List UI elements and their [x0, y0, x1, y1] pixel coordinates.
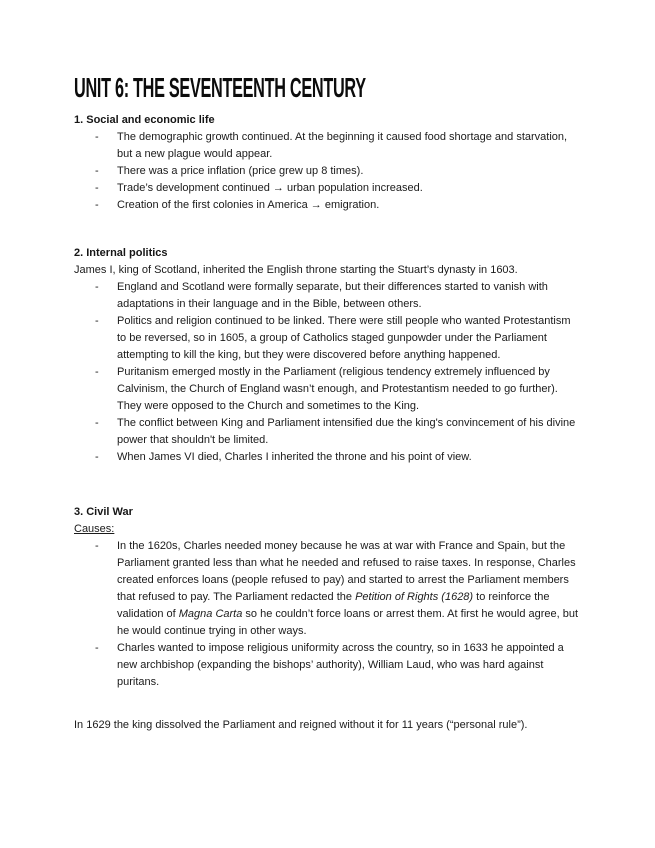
bullet-item [74, 180, 580, 197]
bullet-text: Politics and religion continued to be linked. There were still people who wanted Protestantism to be reversed, so in 1605, a group of Catholics staged gunpowder under the Parliament attempting to kill the king, but they were discovered before anything happened. [117, 315, 571, 361]
bullet-text: England and Scotland were formally separate, but their differences started to vanish with adaptations in their language and in the Bible, between others. [117, 281, 548, 310]
bullet-text: When James VI died, Charles I inherited the throne and his point of view. [117, 451, 472, 463]
bullet-item [74, 449, 580, 466]
bullet-marker: - [95, 642, 99, 654]
section-3-bullet-list [74, 538, 580, 691]
bullet-item [74, 279, 580, 313]
bullet-item [74, 163, 580, 180]
bullet-text: Trade’s development continued → urban population increased. [117, 182, 423, 194]
bullet-item [74, 129, 580, 163]
section-1-heading: 1. Social and economic life [74, 114, 215, 126]
bullet-item [74, 197, 580, 214]
bullet-marker: - [95, 165, 99, 177]
bullet-text: Puritanism emerged mostly in the Parliament (religious tendency extremely influenced by Calvinism, the Church of England wasn’t enough, and Protestantism needed to go further). They were opposed to the Church and sometimes to the King. [117, 366, 558, 412]
text-segment: to reinforce the validation of [117, 591, 550, 620]
section-1-bullet-list [74, 129, 580, 214]
causes-subheading: Causes: [74, 523, 115, 535]
section-2-heading: 2. Internal politics [74, 247, 168, 259]
bullet-item [74, 313, 580, 364]
section-civil-war [74, 504, 580, 734]
section-3-heading: 3. Civil War [74, 506, 133, 518]
bullet-marker: - [95, 451, 99, 463]
section-social-economic-life [74, 112, 580, 214]
bullet-marker: - [95, 417, 99, 429]
italic-text-segment: Petition of Rights (1628) [355, 591, 474, 603]
bullet-marker: - [95, 199, 99, 211]
bullet-marker: - [95, 131, 99, 143]
italic-text-segment: Magna Carta [178, 608, 243, 620]
page-title: UNIT 6: THE SEVENTEENTH CENTURY [74, 72, 366, 103]
bullet-text: The demographic growth continued. At the beginning it caused food shortage and starvation, but a new plague would appear. [117, 131, 568, 160]
bullet-text [117, 640, 579, 691]
bullet-text [117, 538, 579, 640]
section-2-intro: James I, king of Scotland, inherited the English throne starting the Stuart’s dynasty in 1603. [74, 264, 518, 276]
bullet-marker: - [95, 540, 99, 552]
bullet-item [74, 415, 580, 449]
bullet-marker: - [95, 281, 99, 293]
text-segment: so he couldn’t force loans or arrest them. At first he would agree, but he would continue trying in other ways. [117, 608, 579, 637]
bullet-item [74, 364, 580, 415]
bullet-item [74, 640, 580, 691]
bullet-item [74, 538, 580, 640]
section-internal-politics [74, 245, 580, 466]
bullet-text: The conflict between King and Parliament intensified due the king's convincement of his divine power that shouldn't be limited. [117, 417, 576, 446]
bullet-marker: - [95, 182, 99, 194]
closing-paragraph: In 1629 the king dissolved the Parliament and reigned without it for 11 years (“personal rule”). [74, 719, 528, 731]
bullet-marker: - [95, 315, 99, 327]
text-segment: In the 1620s, Charles needed money because he was at war with France and Spain, but the Parliament granted less than what he needed and refused to raise taxes. In response, Charles created enforces loans (people refused to pay) and started to arrest the Parliament members that refused to pay. The Parliament redacted the [117, 540, 576, 603]
bullet-text: Creation of the first colonies in America → emigration. [117, 199, 380, 211]
section-2-bullet-list [74, 279, 580, 466]
bullet-text: There was a price inflation (price grew up 8 times). [117, 165, 364, 177]
bullet-marker: - [95, 366, 99, 378]
text-segment: Charles wanted to impose religious uniformity across the country, so in 1633 he appointed a new archbishop (expanding the bishops’ authority), William Laud, who was hard against puritans. [117, 642, 564, 688]
